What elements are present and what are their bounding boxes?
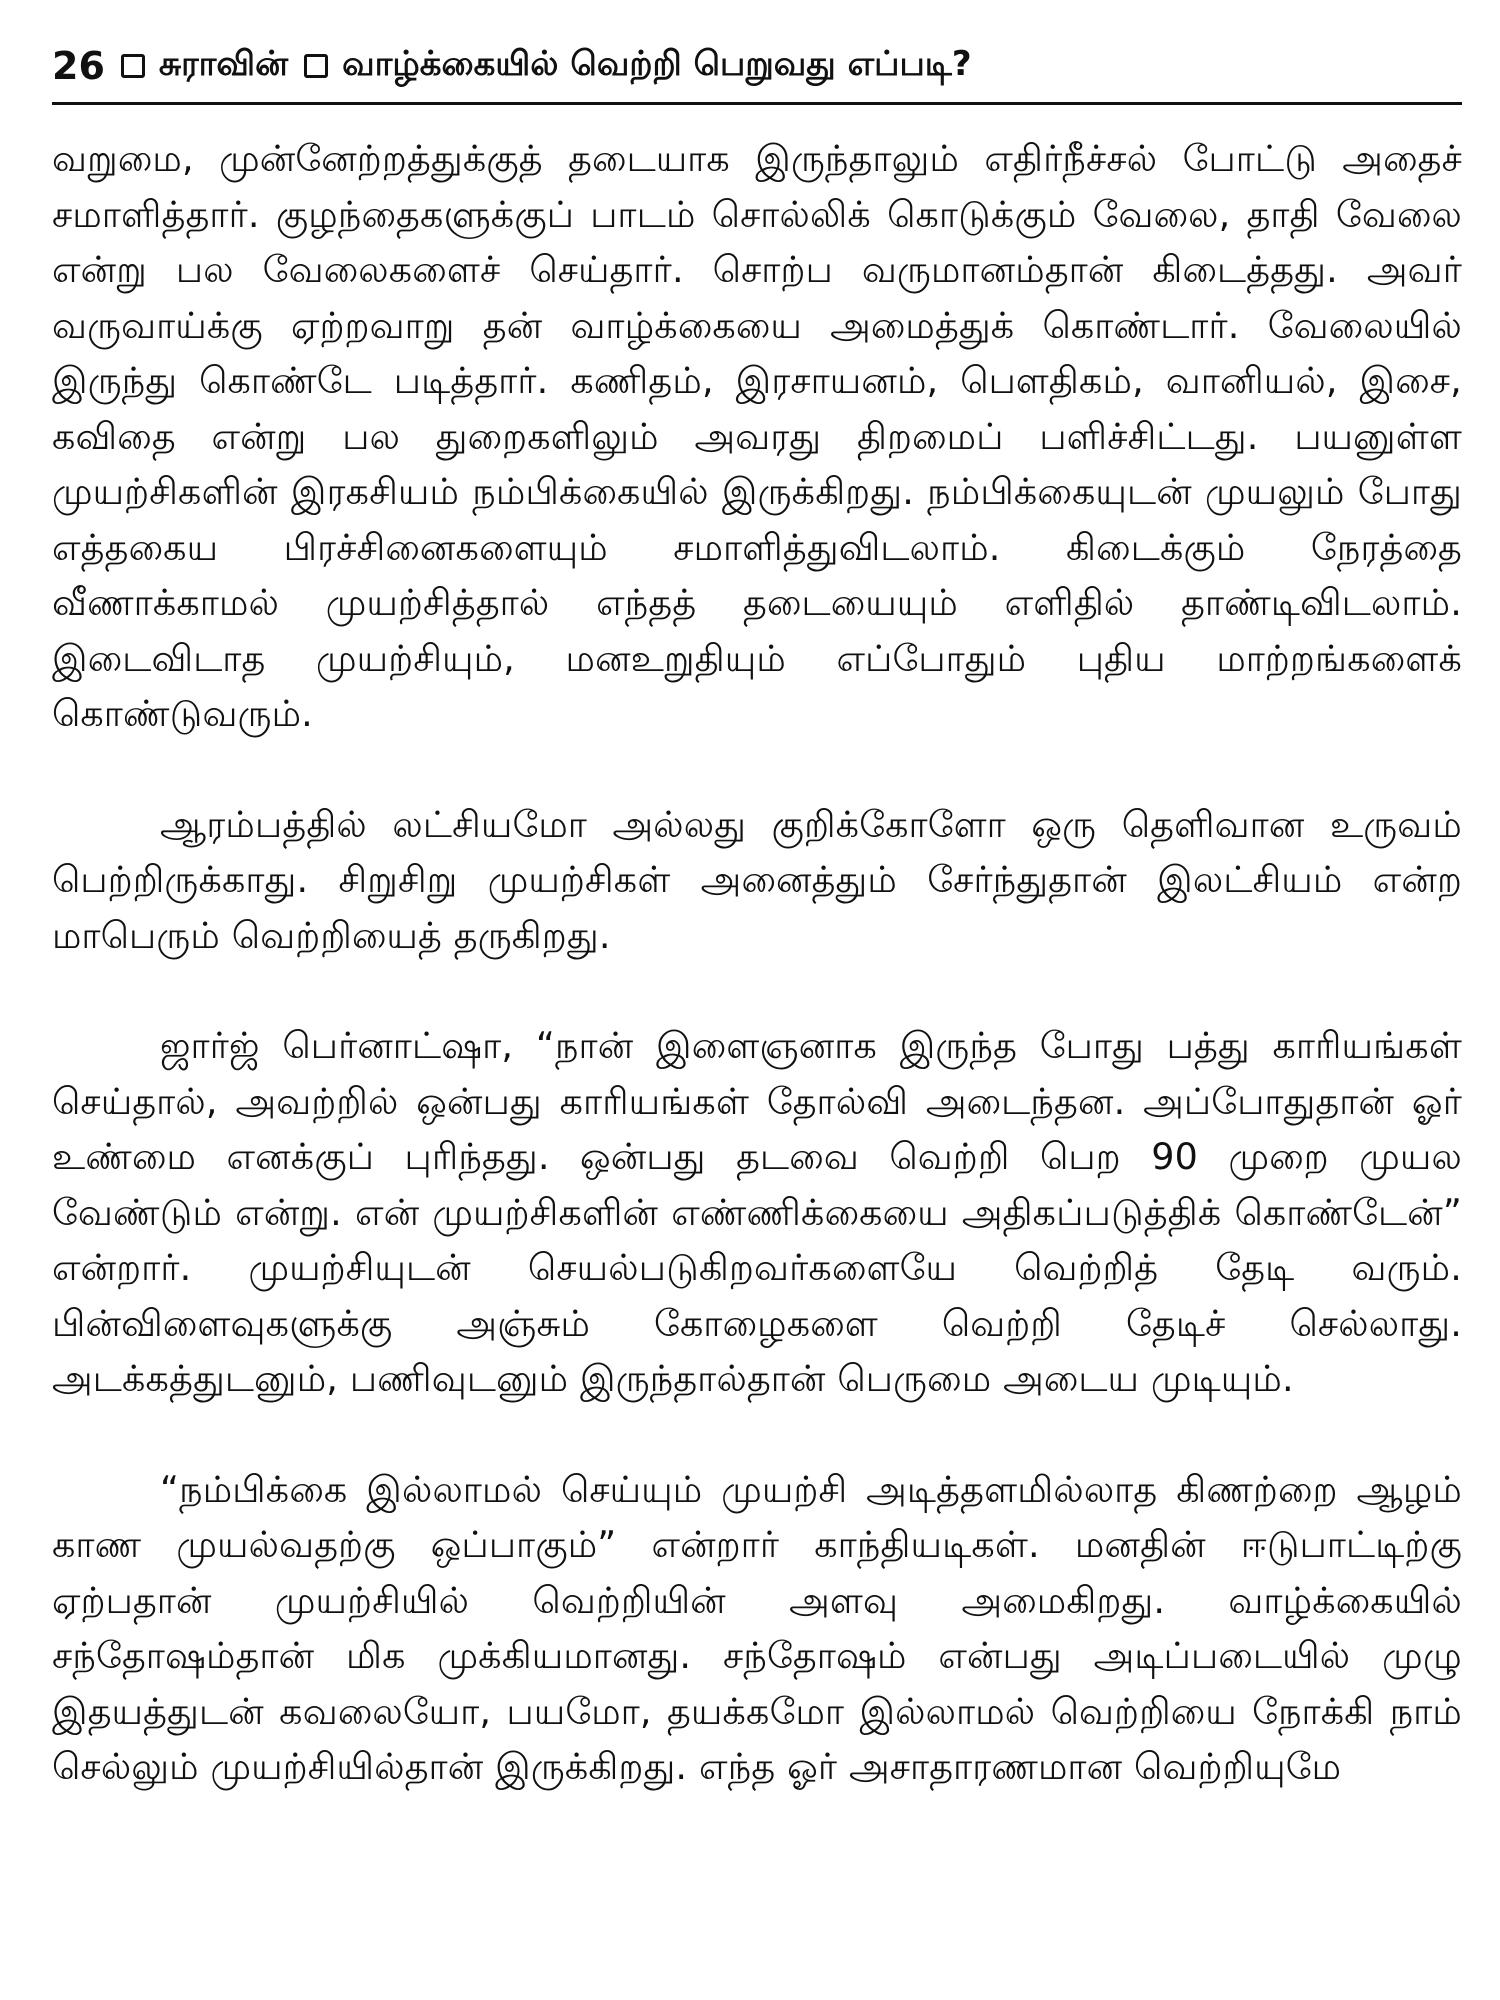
header-rule bbox=[52, 102, 1462, 105]
running-header bbox=[52, 40, 1462, 92]
paragraph: ஆரம்பத்தில் லட்சியமோ அல்லது குறிக்கோளோ ஒரு தெளிவான உருவம் பெற்றிருக்காது. சிறுசிறு முயற்சிகள் அனைத்தும் சேர்ந்துதான் இலட்சியம் என்ற மாபெரும் வெற்றியைத் தருகிறது. bbox=[52, 802, 1462, 957]
square-bullet-icon bbox=[121, 54, 145, 78]
square-bullet-icon bbox=[304, 54, 328, 78]
paragraph: ஜார்ஜ் பெர்னாட்ஷா, “நான் இளைஞனாக இருந்த போது பத்து காரியங்கள் செய்தால், அவற்றில் ஒன்பது காரியங்கள் தோல்வி அடைந்தன. அப்போதுதான் ஓர் உண்மை எனக்குப் புரிந்தது. ஒன்பது தடவை வெற்றி பெற 90 முறை முயல வேண்டும் என்று. என் முயற்சிகளின் எண்ணிக்கையை அதிகப்படுத்திக் கொண்டேன்” என்றார். முயற்சியுடன் செயல்படுகிறவர்களையே வெற்றித் தேடி வரும். பின்விளைவுகளுக்கு அஞ்சும் கோழைகளை வெற்றி தேடிச் செல்லாது. அடக்கத்துடனும், பணிவுடனும் இருந்தால்தான் பெருமை அடைய முடியும். bbox=[52, 1024, 1462, 1400]
book-page bbox=[52, 40, 1462, 1795]
publisher-name: சுராவின் bbox=[158, 44, 289, 84]
page-number: 26 bbox=[52, 44, 105, 88]
book-title: வாழ்க்கையில் வெற்றி பெறுவது எப்படி? bbox=[342, 44, 972, 84]
paragraph: “நம்பிக்கை இல்லாமல் செய்யும் முயற்சி அடித்தளமில்லாத கிணற்றை ஆழம் காண முயல்வதற்கு ஒப்பாகும்” என்றார் காந்தியடிகள். மனதின் ஈடுபாட்டிற்கு ஏற்பதான் முயற்சியில் வெற்றியின் அளவு அமைகிறது. வாழ்க்கையில் சந்தோஷம்தான் மிக முக்கியமானது. சந்தோஷம் என்பது அடிப்படையில் முழு இதயத்துடன் கவலையோ, பயமோ, தயக்கமோ இல்லாமல் வெற்றியை நோக்கி நாம் செல்லும் முயற்சியில்தான் இருக்கிறது. எந்த ஓர் அசாதாரணமான வெற்றியுமே bbox=[52, 1467, 1462, 1788]
body-text bbox=[52, 131, 1462, 1795]
paragraph: வறுமை, முன்னேற்றத்துக்குத் தடையாக இருந்தாலும் எதிர்நீச்சல் போட்டு அதைச் சமாளித்தார். குழந்தைகளுக்குப் பாடம் சொல்லிக் கொடுக்கும் வேலை, தாதி வேலை என்று பல வேலைகளைச் செய்தார். சொற்ப வருமானம்தான் கிடைத்தது. அவர் வருவாய்க்கு ஏற்றவாறு தன் வாழ்க்கையை அமைத்துக் கொண்டார். வேலையில் இருந்து கொண்டே படித்தார். கணிதம், இரசாயனம், பௌதிகம், வானியல், இசை, கவிதை என்று பல துறைகளிலும் அவரது திறமைப் பளிச்சிட்டது. பயனுள்ள முயற்சிகளின் இரகசியம் நம்பிக்கையில் இருக்கிறது. நம்பிக்கையுடன் முயலும் போது எத்தகைய பிரச்சினைகளையும் சமாளித்துவிடலாம். கிடைக்கும் நேரத்தை வீணாக்காமல் முயற்சித்தால் எந்தத் தடையையும் எளிதில் தாண்டிவிடலாம். இடைவிடாத முயற்சியும், மனஉறுதியும் எப்போதும் புதிய மாற்றங்களைக் கொண்டுவரும். bbox=[52, 137, 1462, 735]
